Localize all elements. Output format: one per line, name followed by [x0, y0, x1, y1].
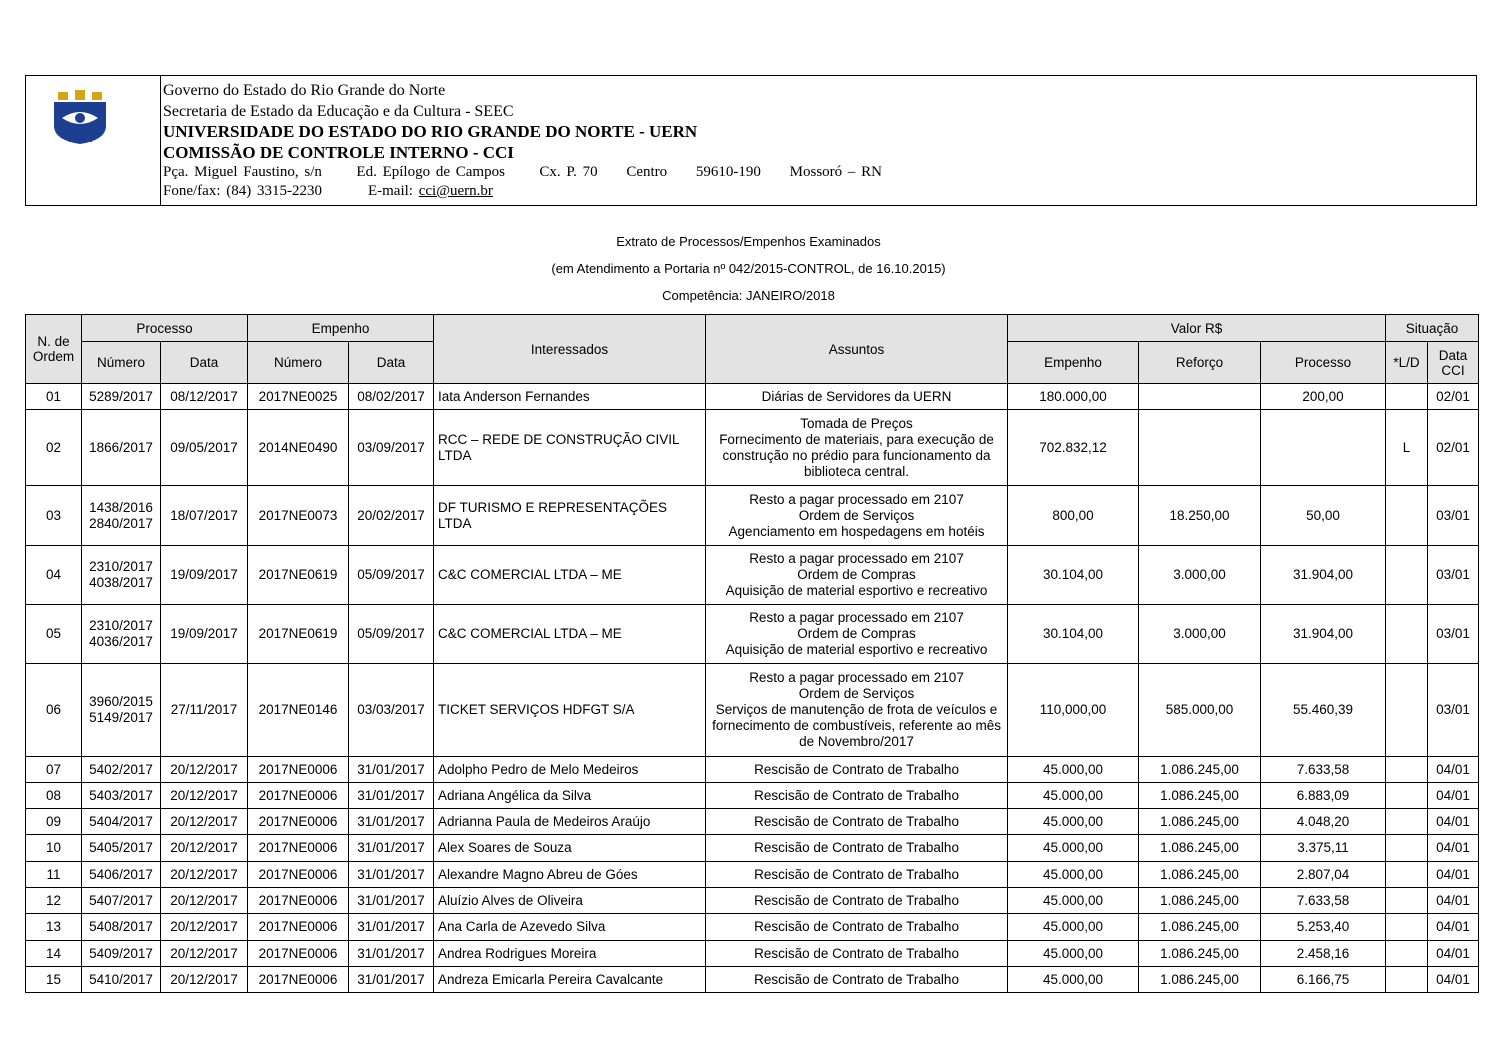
cell-valor-processo: 55.460,39 [1261, 664, 1386, 757]
cell-ordem: 06 [26, 664, 82, 757]
cell-valor-empenho: 180.000,00 [1008, 384, 1139, 410]
cell-empenho-data: 31/01/2017 [349, 862, 434, 888]
document-title: Extrato de Processos/Empenhos Examinados [616, 234, 881, 249]
table-row [26, 862, 1479, 888]
uern-logo-icon [48, 88, 112, 158]
cell-ordem: 07 [26, 757, 82, 783]
cell-assunto: Rescisão de Contrato de Trabalho [706, 862, 1008, 888]
cell-empenho-data: 05/09/2017 [349, 605, 434, 664]
cell-ld [1386, 486, 1428, 546]
cell-valor-empenho: 45.000,00 [1008, 862, 1139, 888]
header-valor-reforco: Reforço [1139, 342, 1261, 384]
cell-interessado: Adriana Angélica da Silva [434, 783, 706, 809]
cell-interessado: Alex Soares de Souza [434, 835, 706, 862]
cell-assunto: Rescisão de Contrato de Trabalho [706, 809, 1008, 835]
cell-ordem: 03 [26, 486, 82, 546]
letterhead-text [163, 81, 882, 201]
cell-interessado: TICKET SERVIÇOS HDFGT S/A [434, 664, 706, 757]
cell-valor-empenho: 110,000,00 [1008, 664, 1139, 757]
cell-empenho-data: 31/01/2017 [349, 783, 434, 809]
cell-ld [1386, 664, 1428, 757]
header-valor-empenho: Empenho [1008, 342, 1139, 384]
header-ld: *L/D [1386, 342, 1428, 384]
cell-processo-data: 20/12/2017 [161, 914, 248, 941]
cell-processo-data: 20/12/2017 [161, 862, 248, 888]
table-row [26, 888, 1479, 914]
cell-processo-numero: 2310/2017 4036/2017 [82, 605, 161, 664]
email-link[interactable]: cci@uern.br [418, 183, 493, 199]
cell-ld [1386, 862, 1428, 888]
logo-text: UERN [67, 134, 93, 144]
header-assuntos: Assuntos [706, 315, 1008, 384]
cell-ordem: 02 [26, 410, 82, 486]
cell-valor-reforco: 1.086.245,00 [1139, 967, 1261, 993]
cell-empenho-data: 31/01/2017 [349, 967, 434, 993]
cell-data-cci: 04/01 [1428, 967, 1479, 993]
cell-interessado: Adrianna Paula de Medeiros Araújo [434, 809, 706, 835]
cell-assunto: Rescisão de Contrato de Trabalho [706, 835, 1008, 862]
cell-processo-data: 20/12/2017 [161, 835, 248, 862]
cell-data-cci: 02/01 [1428, 410, 1479, 486]
cell-empenho-numero: 2017NE0006 [248, 888, 349, 914]
cell-data-cci: 03/01 [1428, 664, 1479, 757]
cell-valor-reforco: 1.086.245,00 [1139, 809, 1261, 835]
cell-valor-processo: 5.253,40 [1261, 914, 1386, 941]
cell-data-cci: 04/01 [1428, 888, 1479, 914]
cell-empenho-numero: 2017NE0146 [248, 664, 349, 757]
cell-processo-numero: 5402/2017 [82, 757, 161, 783]
cell-valor-empenho: 45.000,00 [1008, 835, 1139, 862]
cell-ld [1386, 835, 1428, 862]
cell-assunto: Rescisão de Contrato de Trabalho [706, 941, 1008, 967]
cell-interessado: C&C COMERCIAL LTDA – ME [434, 546, 706, 605]
cell-interessado: RCC – REDE DE CONSTRUÇÃO CIVIL LTDA [434, 410, 706, 486]
header-empenho: Empenho [248, 315, 434, 342]
cell-empenho-data: 03/03/2017 [349, 664, 434, 757]
cell-ordem: 04 [26, 546, 82, 605]
cell-empenho-data: 08/02/2017 [349, 384, 434, 410]
cell-empenho-numero: 2017NE0006 [248, 941, 349, 967]
cell-ld [1386, 757, 1428, 783]
cell-valor-empenho: 45.000,00 [1008, 914, 1139, 941]
cell-valor-processo: 31.904,00 [1261, 546, 1386, 605]
cell-valor-reforco: 1.086.245,00 [1139, 862, 1261, 888]
cell-data-cci: 04/01 [1428, 783, 1479, 809]
cell-processo-data: 08/12/2017 [161, 384, 248, 410]
cell-valor-reforco: 1.086.245,00 [1139, 783, 1261, 809]
table-row [26, 783, 1479, 809]
cell-valor-empenho: 45.000,00 [1008, 967, 1139, 993]
cell-processo-numero: 1866/2017 [82, 410, 161, 486]
cell-ld [1386, 546, 1428, 605]
cell-empenho-numero: 2017NE0006 [248, 757, 349, 783]
cell-ordem: 13 [26, 914, 82, 941]
address-line: Pça. Miguel Faustino, s/n Ed. Epílogo de Campos Cx. P. 70 Centro 59610-190 Mossoró – RN [163, 164, 882, 180]
cell-empenho-data: 20/02/2017 [349, 486, 434, 546]
cell-data-cci: 04/01 [1428, 941, 1479, 967]
cell-ld [1386, 888, 1428, 914]
header-processo-data: Data [161, 342, 248, 384]
cell-data-cci: 03/01 [1428, 486, 1479, 546]
cell-empenho-data: 31/01/2017 [349, 914, 434, 941]
cell-processo-numero: 5407/2017 [82, 888, 161, 914]
cell-empenho-numero: 2017NE0025 [248, 384, 349, 410]
table-row [26, 757, 1479, 783]
cell-valor-reforco: 3.000,00 [1139, 605, 1261, 664]
cell-ordem: 12 [26, 888, 82, 914]
cell-ld [1386, 914, 1428, 941]
cell-valor-processo: 2.807,04 [1261, 862, 1386, 888]
cell-interessado: Alexandre Magno Abreu de Góes [434, 862, 706, 888]
header-situacao: Situação [1386, 315, 1479, 342]
cell-empenho-numero: 2017NE0073 [248, 486, 349, 546]
cell-valor-empenho: 45.000,00 [1008, 757, 1139, 783]
university-line: UNIVERSIDADE DO ESTADO DO RIO GRANDE DO NORTE - UERN [163, 122, 698, 141]
cell-data-cci: 03/01 [1428, 546, 1479, 605]
cell-valor-processo: 2.458,16 [1261, 941, 1386, 967]
cell-processo-data: 20/12/2017 [161, 967, 248, 993]
cell-empenho-numero: 2017NE0006 [248, 783, 349, 809]
cell-assunto: Resto a pagar processado em 2107 Ordem de Serviços Agenciamento em hospedagens em hotéis [706, 486, 1008, 546]
cell-valor-reforco: 1.086.245,00 [1139, 757, 1261, 783]
cell-valor-reforco: 1.086.245,00 [1139, 888, 1261, 914]
cell-empenho-data: 31/01/2017 [349, 809, 434, 835]
cell-valor-reforco: 585.000,00 [1139, 664, 1261, 757]
table-row [26, 486, 1479, 546]
cell-data-cci: 02/01 [1428, 384, 1479, 410]
cell-processo-data: 19/09/2017 [161, 605, 248, 664]
cell-empenho-numero: 2017NE0619 [248, 546, 349, 605]
cell-interessado: Iata Anderson Fernandes [434, 384, 706, 410]
cell-valor-reforco [1139, 384, 1261, 410]
cell-processo-data: 20/12/2017 [161, 757, 248, 783]
cell-valor-processo: 7.633,58 [1261, 757, 1386, 783]
cell-empenho-data: 31/01/2017 [349, 757, 434, 783]
cell-valor-processo: 200,00 [1261, 384, 1386, 410]
cell-valor-processo: 50,00 [1261, 486, 1386, 546]
cell-valor-reforco: 3.000,00 [1139, 546, 1261, 605]
cell-processo-data: 20/12/2017 [161, 809, 248, 835]
cell-valor-empenho: 800,00 [1008, 486, 1139, 546]
cell-ordem: 09 [26, 809, 82, 835]
cell-valor-reforco: 1.086.245,00 [1139, 941, 1261, 967]
cell-empenho-numero: 2017NE0006 [248, 862, 349, 888]
processes-table [25, 314, 1479, 993]
cell-empenho-numero: 2014NE0490 [248, 410, 349, 486]
cell-valor-empenho: 30.104,00 [1008, 605, 1139, 664]
table-row [26, 914, 1479, 941]
table-row [26, 410, 1479, 486]
cell-valor-empenho: 45.000,00 [1008, 941, 1139, 967]
cell-assunto: Tomada de Preços Fornecimento de materiais, para execução de construção no prédio para funcionamento da biblioteca central. [706, 410, 1008, 486]
table-row [26, 967, 1479, 993]
cell-empenho-data: 05/09/2017 [349, 546, 434, 605]
cell-empenho-numero: 2017NE0619 [248, 605, 349, 664]
cell-assunto: Rescisão de Contrato de Trabalho [706, 914, 1008, 941]
phone-text: Fone/fax: (84) 3315-2230 E-mail: [163, 183, 419, 199]
cell-processo-numero: 3960/2015 5149/2017 [82, 664, 161, 757]
cell-assunto: Rescisão de Contrato de Trabalho [706, 967, 1008, 993]
cell-processo-numero: 5409/2017 [82, 941, 161, 967]
cell-ld [1386, 941, 1428, 967]
government-line: Governo do Estado do Rio Grande do Norte [163, 82, 446, 99]
cell-processo-data: 18/07/2017 [161, 486, 248, 546]
cell-processo-data: 19/09/2017 [161, 546, 248, 605]
cell-assunto: Resto a pagar processado em 2107 Ordem de Serviços Serviços de manutenção de frota de veículos e fornecimento de combustíveis, referente ao mês de Novembro/2017 [706, 664, 1008, 757]
cell-valor-processo: 3.375,11 [1261, 835, 1386, 862]
cell-processo-numero: 1438/2016 2840/2017 [82, 486, 161, 546]
table-row [26, 605, 1479, 664]
cell-valor-reforco: 1.086.245,00 [1139, 914, 1261, 941]
cell-processo-numero: 5403/2017 [82, 783, 161, 809]
cell-assunto: Rescisão de Contrato de Trabalho [706, 757, 1008, 783]
header-data-cci: Data CCI [1428, 342, 1479, 384]
table-row [26, 835, 1479, 862]
header-empenho-numero: Número [248, 342, 349, 384]
cell-data-cci: 04/01 [1428, 862, 1479, 888]
cell-assunto: Diárias de Servidores da UERN [706, 384, 1008, 410]
table-row [26, 664, 1479, 757]
cell-ld [1386, 605, 1428, 664]
cell-valor-reforco: 1.086.245,00 [1139, 835, 1261, 862]
cell-empenho-data: 31/01/2017 [349, 888, 434, 914]
header-valor-processo: Processo [1261, 342, 1386, 384]
cell-ordem: 08 [26, 783, 82, 809]
cell-valor-processo [1261, 410, 1386, 486]
header-processo-numero: Número [82, 342, 161, 384]
cell-valor-processo: 31.904,00 [1261, 605, 1386, 664]
cell-processo-data: 27/11/2017 [161, 664, 248, 757]
cell-processo-numero: 5404/2017 [82, 809, 161, 835]
cell-ordem: 14 [26, 941, 82, 967]
table-row [26, 546, 1479, 605]
cell-empenho-numero: 2017NE0006 [248, 809, 349, 835]
secretariat-line: Secretaria de Estado da Educação e da Cultura - SEEC [163, 102, 514, 120]
cell-assunto: Resto a pagar processado em 2107 Ordem de Compras Aquisição de material esportivo e recreativo [706, 605, 1008, 664]
cell-ld [1386, 384, 1428, 410]
cell-ld: L [1386, 410, 1428, 486]
cell-data-cci: 03/01 [1428, 605, 1479, 664]
cell-assunto: Rescisão de Contrato de Trabalho [706, 783, 1008, 809]
table-row [26, 941, 1479, 967]
cell-ld [1386, 967, 1428, 993]
cell-valor-processo: 6.166,75 [1261, 967, 1386, 993]
cell-processo-numero: 5289/2017 [82, 384, 161, 410]
table-body [26, 384, 1479, 993]
cell-processo-numero: 5410/2017 [82, 967, 161, 993]
cell-valor-processo: 7.633,58 [1261, 888, 1386, 914]
cell-valor-empenho: 45.000,00 [1008, 809, 1139, 835]
cell-data-cci: 04/01 [1428, 757, 1479, 783]
contact-line [163, 182, 882, 201]
cell-interessado: Adolpho Pedro de Melo Medeiros [434, 757, 706, 783]
cell-processo-numero: 5405/2017 [82, 835, 161, 862]
cell-empenho-numero: 2017NE0006 [248, 914, 349, 941]
cell-processo-data: 20/12/2017 [161, 888, 248, 914]
cell-ordem: 10 [26, 835, 82, 862]
cell-empenho-numero: 2017NE0006 [248, 967, 349, 993]
table-row [26, 809, 1479, 835]
header-ordem: N. de Ordem [26, 315, 82, 384]
header-processo: Processo [82, 315, 248, 342]
cell-empenho-data: 31/01/2017 [349, 941, 434, 967]
cell-interessado: DF TURISMO E REPRESENTAÇÕES LTDA [434, 486, 706, 546]
cell-ordem: 05 [26, 605, 82, 664]
cell-processo-data: 20/12/2017 [161, 783, 248, 809]
header-valor: Valor R$ [1008, 315, 1386, 342]
cell-empenho-numero: 2017NE0006 [248, 835, 349, 862]
cell-assunto: Resto a pagar processado em 2107 Ordem de Compras Aquisição de material esportivo e recreativo [706, 546, 1008, 605]
cell-data-cci: 04/01 [1428, 914, 1479, 941]
cell-ordem: 15 [26, 967, 82, 993]
cell-processo-data: 09/05/2017 [161, 410, 248, 486]
cell-processo-data: 20/12/2017 [161, 941, 248, 967]
cell-ordem: 01 [26, 384, 82, 410]
cell-processo-numero: 5408/2017 [82, 914, 161, 941]
letterhead [25, 75, 1477, 206]
cell-data-cci: 04/01 [1428, 835, 1479, 862]
cell-interessado: Ana Carla de Azevedo Silva [434, 914, 706, 941]
cell-valor-empenho: 45.000,00 [1008, 783, 1139, 809]
cell-ordem: 11 [26, 862, 82, 888]
logo-cell [26, 76, 161, 205]
cell-processo-numero: 2310/2017 4038/2017 [82, 546, 161, 605]
cell-data-cci: 04/01 [1428, 809, 1479, 835]
cell-processo-numero: 5406/2017 [82, 862, 161, 888]
cell-assunto: Rescisão de Contrato de Trabalho [706, 888, 1008, 914]
cell-valor-processo: 6.883,09 [1261, 783, 1386, 809]
competence-line: Competência: JANEIRO/2018 [662, 288, 835, 303]
cell-valor-empenho: 45.000,00 [1008, 888, 1139, 914]
cell-valor-empenho: 30.104,00 [1008, 546, 1139, 605]
cell-valor-reforco: 18.250,00 [1139, 486, 1261, 546]
cell-valor-empenho: 702.832,12 [1008, 410, 1139, 486]
commission-line: COMISSÃO DE CONTROLE INTERNO - CCI [163, 142, 514, 162]
cell-ld [1386, 809, 1428, 835]
cell-ld [1386, 783, 1428, 809]
cell-valor-reforco [1139, 410, 1261, 486]
header-empenho-data: Data [349, 342, 434, 384]
cell-interessado: C&C COMERCIAL LTDA – ME [434, 605, 706, 664]
cell-interessado: Andrea Rodrigues Moreira [434, 941, 706, 967]
cell-interessado: Aluízio Alves de Oliveira [434, 888, 706, 914]
cell-empenho-data: 31/01/2017 [349, 835, 434, 862]
cell-valor-processo: 4.048,20 [1261, 809, 1386, 835]
table-row [26, 384, 1479, 410]
cell-interessado: Andreza Emicarla Pereira Cavalcante [434, 967, 706, 993]
header-interessados: Interessados [434, 315, 706, 384]
cell-empenho-data: 03/09/2017 [349, 410, 434, 486]
document-subtitle: (em Atendimento a Portaria nº 042/2015-CONTROL, de 16.10.2015) [551, 261, 946, 276]
